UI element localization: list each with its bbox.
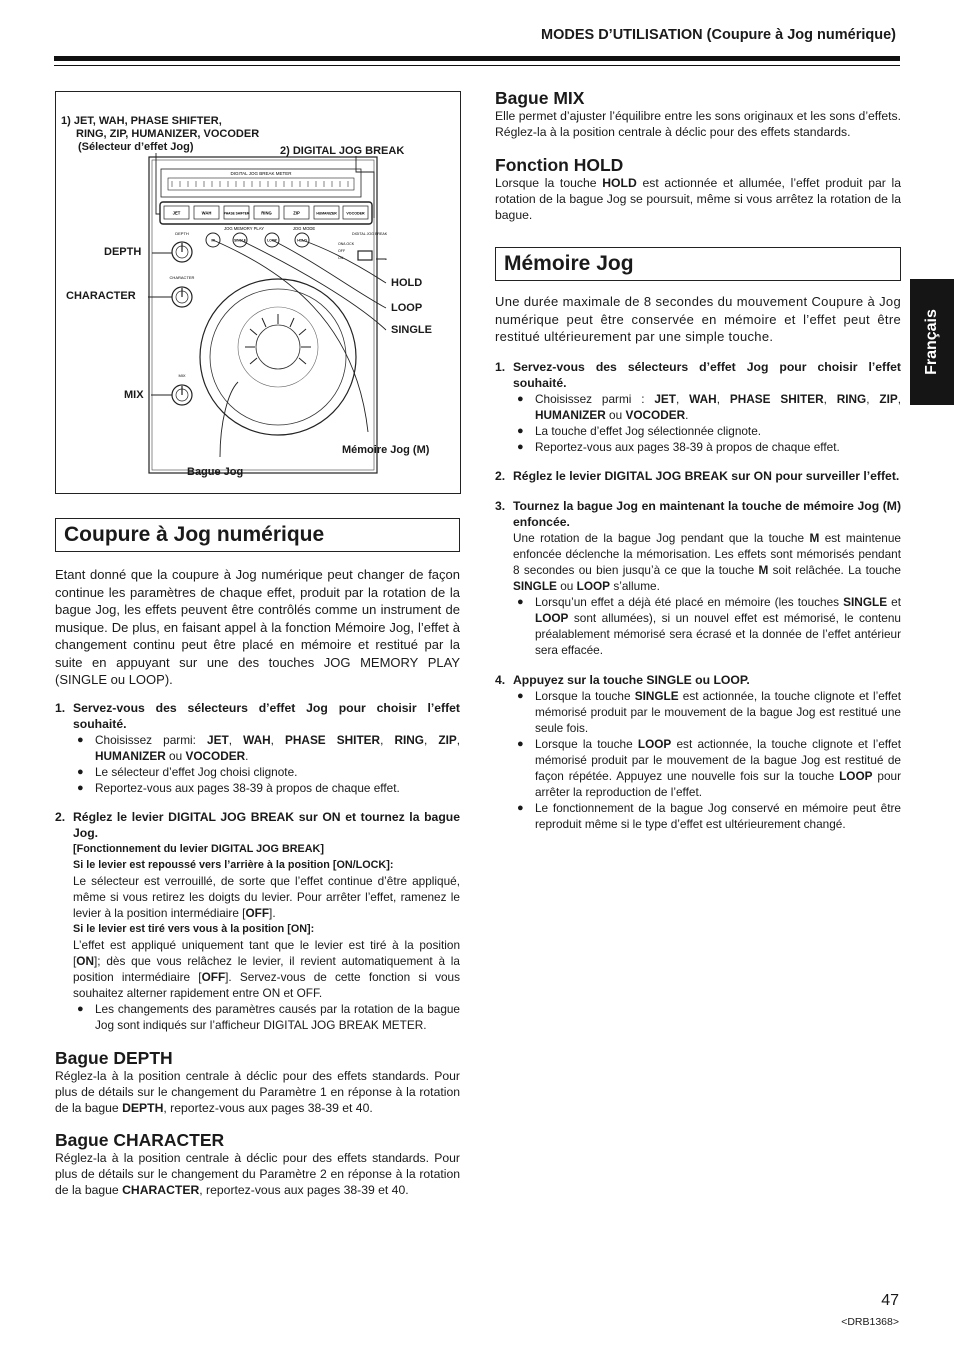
svg-text:ON/LOCK: ON/LOCK (338, 242, 355, 246)
header-rule-thin (54, 65, 900, 66)
callout-mix: MIX (124, 389, 144, 401)
svg-text:DEPTH: DEPTH (175, 231, 189, 236)
character-heading: Bague CHARACTER (55, 1129, 225, 1150)
left-step-1: 1. Servez-vous des sélecteurs d’effet Jog pour choisir l’effet souhaité. (55, 700, 460, 731)
memoire-intro: Une durée maximale de 8 secondes du mouvement Coupure à Jog numérique peut être conservée en mémoire et l’effet peut être restitué ultérieurement par une simple touche. (495, 294, 901, 344)
callout-bague: Bague Jog (187, 466, 244, 478)
callout-character: CHARACTER (66, 290, 136, 302)
left-step2-bullet-1: ● Les changements des paramètres causés par la rotation de la bague Jog sont indiqués sur l’afficheur DIGITAL JOG BREAK METER. (77, 1001, 460, 1032)
left-step-2: 2. Réglez le levier DIGITAL JOG BREAK sur ON et tournez la bague Jog. (55, 809, 460, 840)
character-text: Réglez-la à la position centrale à déclic pour des effets standards. Pour plus de détails sur le changement du Paramètre 2 en réponse à la rotation de la bague CHARACTER, reportez-vous aux pages 38-39 et 40. (55, 1150, 460, 1197)
mix-text: Elle permet d’ajuster l’équilibre entre les sons originaux et les sons d’effets. Réglez-la à la position centrale à déclic pour des effets standards. (495, 109, 901, 139)
lever-onlock-text: Le sélecteur est verrouillé, de sorte que l’effet continue d’être appliqué, même si vous retirez les doigts du levier. Pour arrêter l’effet, ramenez le levier à la position intermédiaire [OFF]. (73, 873, 460, 920)
right-step1-bullet-2: ● La touche d’effet Jog sélectionnée clignote. (517, 423, 762, 438)
callout-break: 2) DIGITAL JOG BREAK (280, 145, 405, 157)
lever-title: DIGITAL JOG BREAK (352, 232, 388, 236)
svg-text:CHARACTER: CHARACTER (169, 275, 195, 280)
svg-text:HOLD: HOLD (297, 238, 307, 243)
hold-heading: Fonction HOLD (495, 155, 624, 175)
svg-text:JET: JET (172, 210, 181, 216)
document-code: <DRB1368> (841, 1316, 899, 1328)
svg-text:ON: ON (338, 256, 344, 260)
right-step-3: 3. Tournez la bague Jog en maintenant la touche de mémoire Jog (M) enfoncée. (495, 498, 901, 529)
depth-text: Réglez-la à la position centrale à déclic pour des effets standards. Pour plus de détails sur le changement du Paramètre 1 en réponse à la rotation de la bague DEPTH, reportez-vous aux pages 38-39 et 40. (55, 1068, 460, 1115)
svg-text:HUMANIZER: HUMANIZER (316, 211, 337, 216)
left-step1-bullet-1: ● Choisissez parmi: JET, WAH, PHASE SHITER, RING, ZIP, HUMANIZER ou VOCODER. (77, 732, 461, 763)
right-step1-bullet-1: ● Choisissez parmi : JET, WAH, PHASE SHITER, RING, ZIP, HUMANIZER ou VOCODER. (517, 391, 902, 422)
right-step4-bullet-3: ● Le fonctionnement de la bague Jog conservé en mémoire peut être reproduit même si le type d’effet est ultérieurement changé. (517, 800, 901, 831)
svg-text:VOCODER: VOCODER (346, 211, 365, 216)
callout-selector: 1) JET, WAH, PHASE SHIFTER, (61, 115, 222, 127)
svg-text:M: M (211, 237, 215, 243)
svg-text:SINGLE: SINGLE (234, 238, 246, 243)
callout-depth: DEPTH (104, 246, 142, 258)
lever-on-text: L’effet est appliqué uniquement tant que le levier est tiré à la position [ON]; dès que vous relâchez le levier, il revient automatiquement à la position intermédiaire [OFF]. Servez-vous de cette fonction si vous souhaitez alterner rapidement entre ON et OFF. (73, 937, 460, 1000)
page-number: 47 (881, 1292, 899, 1309)
language-tab (910, 279, 954, 405)
memory-play-label: JOG MEMORY PLAY (223, 226, 265, 231)
callout-single: SINGLE (391, 324, 432, 336)
device-figure (55, 91, 461, 494)
header-rule (54, 56, 900, 61)
svg-text:PHASE SHIFTER: PHASE SHIFTER (223, 211, 250, 216)
callout-selector-3: (Sélecteur d’effet Jog) (78, 141, 194, 153)
language-tab-label: Français (923, 309, 940, 375)
left-step1-bullet-2: ● Le sélecteur d’effet Jog choisi clignote. (77, 764, 298, 779)
left-step1-bullet-3: ● Reportez-vous aux pages 38-39 à propos de chaque effet. (77, 780, 400, 795)
lever-on-heading: Si le levier est tiré vers vous à la position [ON]: (73, 922, 315, 935)
hold-text: Lorsque la touche HOLD est actionnée et allumée, l’effet produit par la rotation de la bague Jog se poursuit, même si vous arrêtez la rotation de la bague. (495, 176, 901, 222)
svg-text:LOOP: LOOP (267, 238, 277, 243)
right-step3-bullet-1: ● Lorsqu’un effet a déjà été placé en mémoire (les touches SINGLE et LOOP sont allumées), si un nouvel effet est mémorisé, le contenu préalablement mémorisé sera écrasé et la donnée de l’effet antérieur sera effacée. (517, 594, 901, 657)
callout-loop: LOOP (391, 302, 423, 314)
right-step4-bullet-1: ● Lorsque la touche SINGLE est actionnée, la touche clignote et l’effet mémorisé produit par le mouvement de la bague Jog est restitué une seule fois. (517, 688, 901, 735)
right-step-4: 4. Appuyez sur la touche SINGLE ou LOOP. (495, 672, 750, 687)
right-step4-bullet-2: ● Lorsque la touche LOOP est actionnée, la touche clignote et l’effet mémorisé produit par le mouvement de la bague Jog est restitué de façon répétée. Appuyez une nouvelle fois sur la touche LOOP pour arrêter la reproduction de l’effet. (517, 736, 901, 799)
running-header: MODES D’UTILISATION (Coupure à Jog numérique) (541, 27, 896, 43)
jog-wheel (200, 279, 356, 435)
svg-text:MIX: MIX (178, 373, 186, 378)
break-lever (358, 251, 372, 260)
section-heading-memoire: Mémoire Jog (495, 247, 901, 281)
svg-text:OFF: OFF (338, 249, 346, 253)
callout-memoire: Mémoire Jog (M) (342, 444, 430, 456)
svg-text:WAH: WAH (201, 210, 212, 216)
meter-title: DIGITAL JOG BREAK METER (230, 171, 292, 176)
lever-onlock-heading: Si le levier est repoussé vers l’arrière à la position [ON/LOCK]: (73, 858, 394, 871)
lever-operation-heading: [Fonctionnement du levier DIGITAL JOG BREAK] (73, 842, 324, 855)
right-step-2: 2. Réglez le levier DIGITAL JOG BREAK sur ON pour surveiller l’effet. (495, 468, 900, 483)
right-column (495, 88, 901, 832)
left-column (55, 518, 460, 1198)
svg-text:RING: RING (261, 210, 272, 216)
svg-text:ZIP: ZIP (293, 210, 300, 216)
callout-hold: HOLD (391, 277, 423, 289)
callout-selector-2: RING, ZIP, HUMANIZER, VOCODER (76, 128, 260, 140)
jog-mode-label: JOG MODE (292, 226, 316, 231)
right-step1-bullet-3: ● Reportez-vous aux pages 38-39 à propos de chaque effet. (517, 439, 840, 454)
coupure-intro: Etant donné que la coupure à Jog numérique peut changer de façon continue les paramètres de chaque effet, produit par la rotation de la bague Jog, les effets peuvent être contrôlés comme un instrument de musique. De plus, en faisant appel à la fonction Mémoire Jog, l’effet à changement continu peut être placé en mémoire et restitué par la suite en appuyant sur une des touches JOG MEMORY PLAY (SINGLE ou LOOP). (55, 567, 460, 687)
right-step3-text: Une rotation de la bague Jog pendant que la touche M est maintenue enfoncée déclenche la mémorisation. Les effets sont mémorisés pendant 8 secondes ou bien jusqu’à ce que la touche M soit relâchée. La touche SINGLE ou LOOP s’allume. (513, 530, 901, 593)
section-heading-coupure: Coupure à Jog numérique (55, 518, 460, 552)
depth-heading: Bague DEPTH (55, 1047, 173, 1068)
right-step-1: 1. Servez-vous des sélecteurs d’effet Jog pour choisir l’effet souhaité. (495, 359, 901, 390)
mix-heading: Bague MIX (495, 88, 585, 108)
